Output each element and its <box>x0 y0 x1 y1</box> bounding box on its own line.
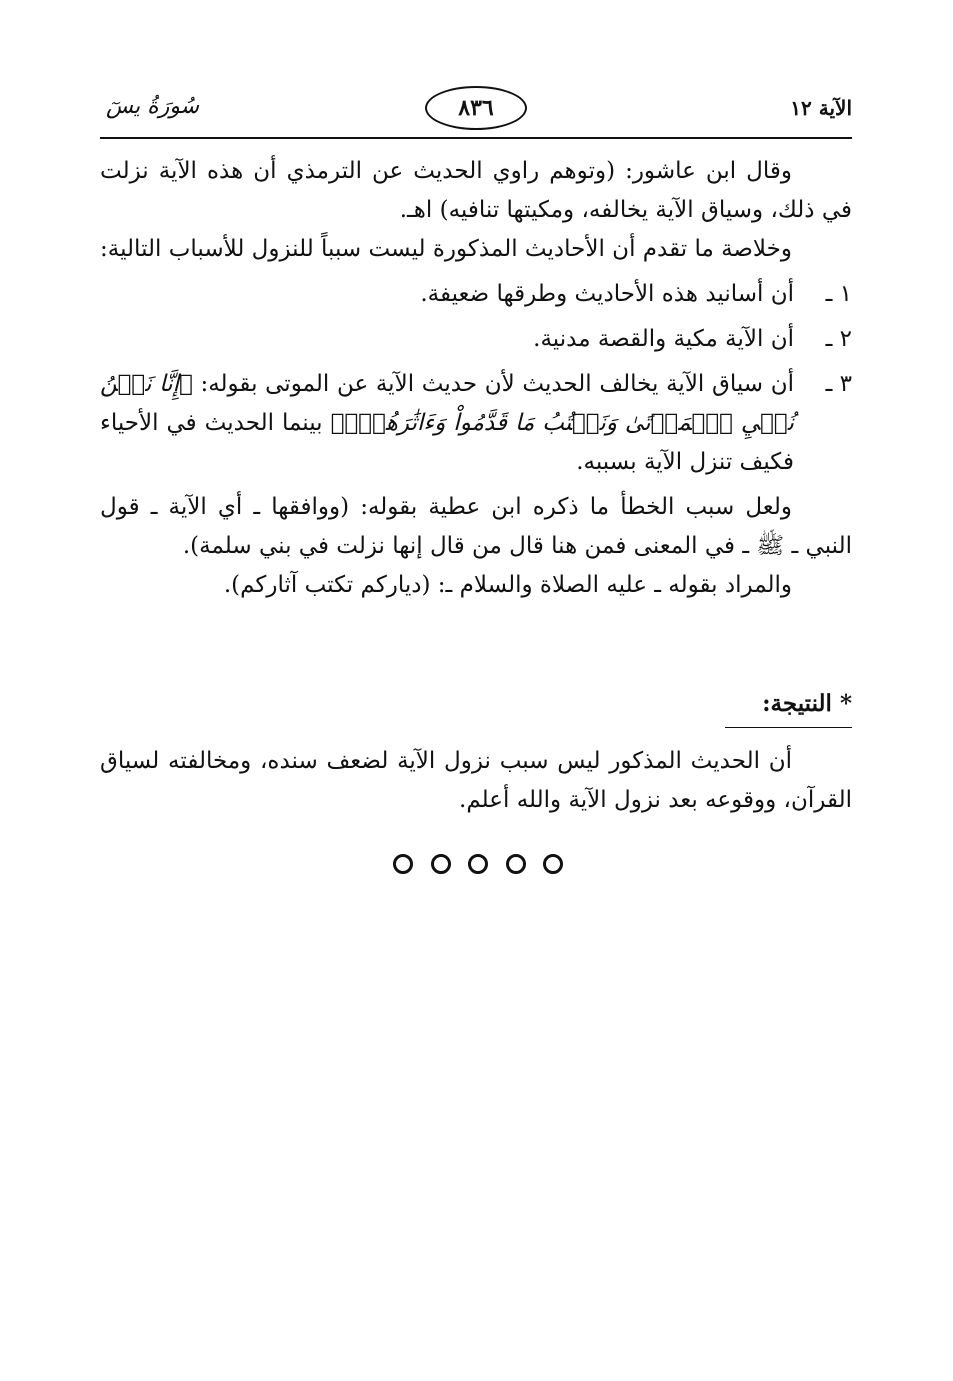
paragraph-summary: وخلاصة ما تقدم أن الأحاديث المذكورة ليست سبباً للنزول للأسباب التالية: <box>100 236 792 262</box>
paragraph-ibn-atiyyah: ولعل سبب الخطأ ما ذكره ابن عطية بقوله: (ووافقها ـ أي الآية ـ قول النبي ـ ﷺ ـ في المعنى فمن هنا قال من قال إنها نزلت في بني سلمة). <box>100 494 852 559</box>
result-heading: * النتيجة: <box>762 690 852 717</box>
list-item <box>100 275 852 314</box>
result-heading-underline <box>725 727 852 728</box>
page-header <box>100 84 852 134</box>
list-text-after: بينما الحديث في الأحياء فكيف تنزل الآية بسببه. <box>100 410 794 475</box>
paragraph-ibn-ashur: وقال ابن عاشور: (وتوهم راوي الحديث عن الترمذي أن هذه الآية نزلت في ذلك، وسياق الآية يخالفه، ومكيتها تنافيه) اهـ. <box>100 158 852 223</box>
list-number: ٣ ـ <box>825 371 852 397</box>
list-item <box>100 365 852 482</box>
list-item <box>100 320 852 359</box>
main-text <box>100 152 852 605</box>
circle-icon <box>506 854 526 874</box>
list-number: ٢ ـ <box>825 326 852 352</box>
list-number: ١ ـ <box>825 281 852 307</box>
page-number-text: ٨٣٦ <box>458 95 494 121</box>
paragraph-result: أن الحديث المذكور ليس سبب نزول الآية لضعف سنده، ومخالفته لسياق القرآن، ووقوعه بعد نزول الآية والله أعلم. <box>100 748 852 813</box>
paragraph-meaning: والمراد بقوله ـ عليه الصلاة والسلام ـ: (دياركم تكتب آثاركم). <box>223 572 792 598</box>
surah-name: سُورَةُ يسٓ <box>106 94 200 119</box>
ayah-reference: الآية ١٢ <box>790 96 852 120</box>
circle-icon <box>543 854 563 874</box>
circle-icon <box>468 854 488 874</box>
header-divider <box>100 137 852 139</box>
list-text-before: أن سياق الآية يخالف الحديث لأن حديث الآية عن الموتى بقوله: <box>192 371 794 397</box>
list-text: أن أسانيد هذه الأحاديث وطرقها ضعيفة. <box>420 281 794 307</box>
section-end-ornament <box>393 850 563 878</box>
quran-verse: ﴿إِنَّا نَحۡنُ نُحۡيِ ٱلۡمَوۡتَىٰ وَنَكۡتُبُ مَا قَدَّمُواْ وَءَاثَٰرَهُمۡۚ﴾ <box>100 371 794 436</box>
list-text: أن الآية مكية والقصة مدنية. <box>533 326 794 352</box>
reasons-list <box>100 275 852 482</box>
page-number <box>425 86 527 130</box>
circle-icon <box>431 854 451 874</box>
result-text <box>100 742 852 820</box>
circle-icon <box>393 854 413 874</box>
